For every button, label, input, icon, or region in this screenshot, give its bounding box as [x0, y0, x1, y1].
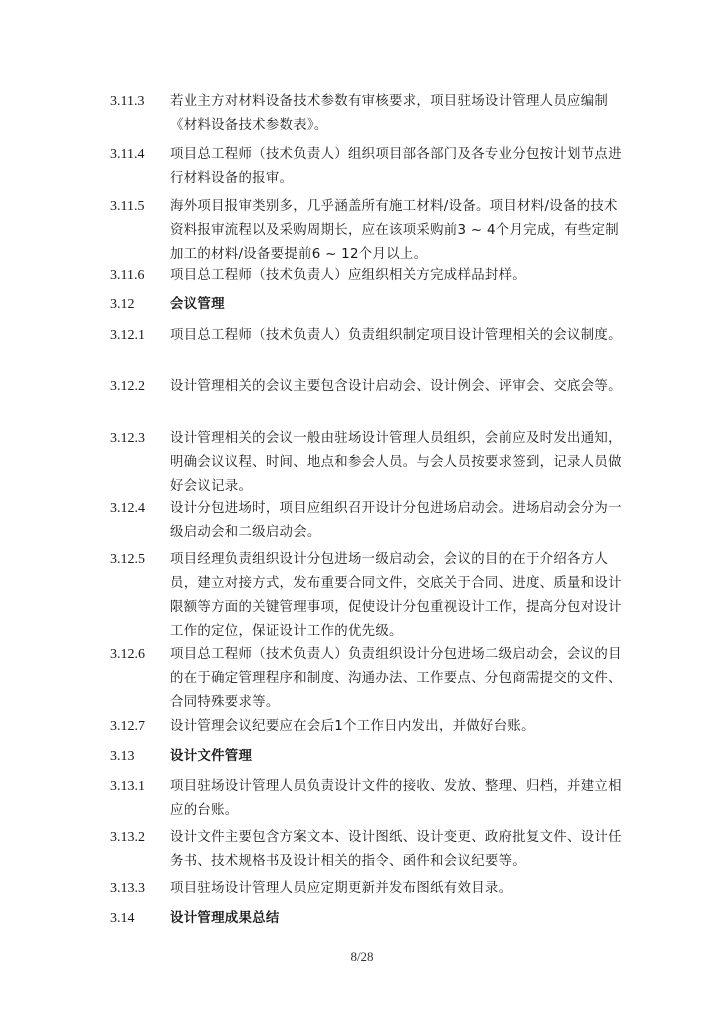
- clause-number: 3.12.7: [110, 719, 145, 734]
- clause-number: 3.11.5: [110, 199, 145, 214]
- clause-text: 项目总工程师（技术负责人）组织项目部各部门及各专业分包按计划节点进行材料设备的报审。: [170, 147, 622, 186]
- clause-3-11-5: [110, 195, 630, 267]
- section-heading-3-13: [110, 745, 630, 769]
- clause-text: 设计管理会议纪要应在会后1个工作日内发出，并做好台账。: [170, 719, 535, 734]
- clause-3-12-7: [110, 715, 630, 739]
- clause-number: 3.11.3: [110, 94, 145, 109]
- clause-number: 3.12.3: [110, 431, 145, 446]
- section-title: 设计文件管理: [170, 749, 253, 764]
- clause-number: 3.13.1: [110, 779, 145, 794]
- page-number: 8/28: [350, 949, 374, 964]
- clause-number: 3.11.6: [110, 268, 145, 283]
- section-heading-3-12: [110, 293, 630, 317]
- clause-text: 设计管理相关的会议主要包含设计启动会、设计例会、评审会、交底会等。: [170, 379, 622, 394]
- clause-3-12-5: [110, 548, 630, 644]
- clause-text: 项目经理负责组织设计分包进场一级启动会，会议的目的在于介绍各方人员，建立对接方式，发布重要合同文件，交底关于合同、进度、质量和设计限额等方面的关键管理事项，促使设计分包重视设计工作，提高分包对设计工作的定位，保证设计工作的优先级。: [170, 552, 622, 639]
- clause-3-11-4: [110, 143, 630, 191]
- clause-text: 项目总工程师（技术负责人）负责组织制定项目设计管理相关的会议制度。: [170, 328, 622, 343]
- clause-number: 3.12.4: [110, 501, 145, 516]
- clause-text: 设计分包进场时，项目应组织召开设计分包进场启动会。进场启动会分为一级启动会和二级启动会。: [170, 501, 622, 540]
- clause-3-12-1: [110, 324, 630, 348]
- clause-text: 若业主方对材料设备技术参数有审核要求，项目驻场设计管理人员应编制《材料设备技术参数表》。: [170, 94, 609, 133]
- section-heading-3-14: [110, 907, 630, 931]
- clause-number: 3.13.3: [110, 881, 145, 896]
- clause-3-12-4: [110, 497, 630, 545]
- clause-number: 3.12.1: [110, 328, 145, 343]
- clause-text: 项目驻场设计管理人员应定期更新并发布图纸有效目录。: [170, 881, 513, 896]
- section-title: 会议管理: [170, 297, 225, 312]
- clause-3-12-2: [110, 375, 630, 399]
- clause-3-13-1: [110, 775, 630, 823]
- clause-text: 设计文件主要包含方案文本、设计图纸、设计变更、政府批复文件、设计任务书、技术规格书及设计相关的指令、函件和会议纪要等。: [170, 830, 622, 869]
- section-number: 3.12: [110, 297, 135, 312]
- clause-number: 3.13.2: [110, 830, 145, 845]
- clause-3-13-3: [110, 877, 630, 901]
- section-number: 3.13: [110, 749, 135, 764]
- clause-text: 项目总工程师（技术负责人）负责组织设计分包进场二级启动会，会议的目的在于确定管理程序和制度、沟通办法、工作要点、分包商需提交的文件、合同特殊要求等。: [170, 647, 622, 710]
- clause-text: 项目驻场设计管理人员负责设计文件的接收、发放、整理、归档，并建立相应的台账。: [170, 779, 622, 818]
- clause-3-12-3: [110, 427, 630, 499]
- clause-text: 项目总工程师（技术负责人）应组织相关方完成样品封样。: [170, 268, 526, 283]
- clause-number: 3.12.2: [110, 379, 145, 394]
- clause-text: 海外项目报审类别多，几乎涵盖所有施工材料/设备。项目材料/设备的技术资料报审流程以及采购周期长，应在该项采购前3 ~ 4个月完成，有些定制加工的材料/设备要提前6 ~ 12个月以上。: [170, 199, 619, 262]
- clause-number: 3.12.6: [110, 647, 145, 662]
- clause-number: 3.11.4: [110, 147, 145, 162]
- clause-text: 设计管理相关的会议一般由驻场设计管理人员组织，会前应及时发出通知，明确会议议程、时间、地点和参会人员。与会人员按要求签到，记录人员做好会议记录。: [170, 431, 622, 494]
- section-number: 3.14: [110, 911, 135, 926]
- section-title: 设计管理成果总结: [170, 911, 280, 926]
- clause-3-12-6: [110, 643, 630, 715]
- clause-3-13-2: [110, 826, 630, 874]
- clause-3-11-6: [110, 264, 630, 288]
- clause-number: 3.12.5: [110, 552, 145, 567]
- clause-3-11-3: [110, 90, 630, 138]
